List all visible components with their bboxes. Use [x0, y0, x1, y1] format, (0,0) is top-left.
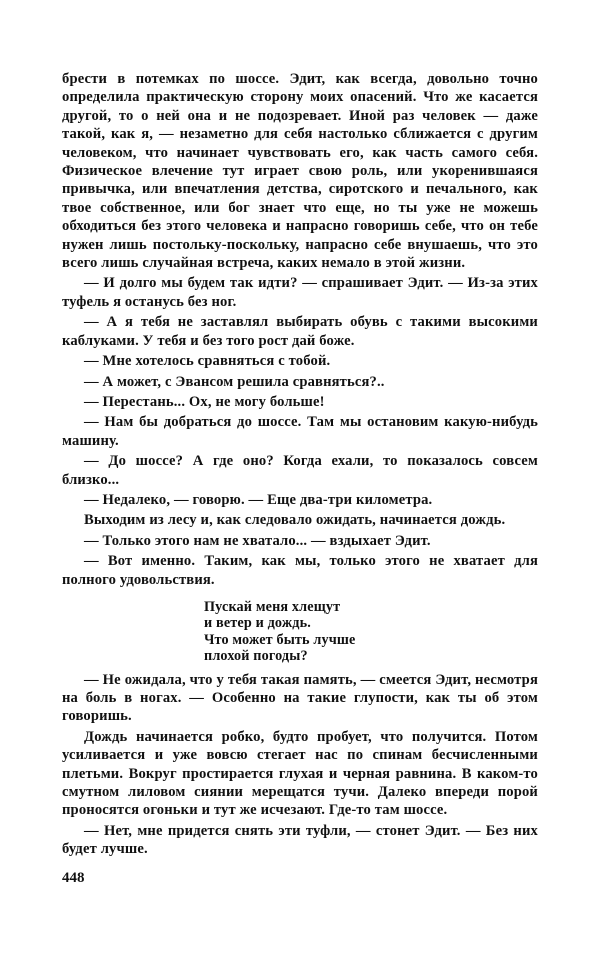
paragraph: — Только этого нам не хватало... — вздыхает Эдит.: [84, 532, 431, 549]
paragraph: Выходим из лесу и, как следовало ожидать, начинается дождь.: [84, 512, 506, 529]
paragraph: — Нет, мне придется снять эти туфли, — стонет Эдит. — Без них будет лучше.: [62, 822, 538, 858]
poem-line: плохой погоды?: [204, 648, 308, 665]
paragraph: — Мне хотелось сравняться с тобой.: [84, 353, 331, 370]
paragraph: Дождь начинается робко, будто пробует, что получится. Потом усиливается и уже вовсю стегает нас по спинам бесчисленными плетьми. Вокруг простирается глухая и черная равнина. В каком-то смутном лиловом сиянии мерещатся тучи. Далеко впереди порой проносятся огоньки и тут же исчезают. Где-то там шоссе.: [62, 728, 538, 819]
paragraph: — И долго мы будем так идти? — спрашивает Эдит. — Из-за этих туфель я останусь без ног.: [62, 275, 538, 310]
poem-quote: [204, 599, 538, 665]
paragraph: — Вот именно. Таким, как мы, только этого не хватает для полного удовольствия.: [62, 553, 538, 588]
paragraph: брести в потемках по шоссе. Эдит, как всегда, довольно точно определила практическую сторону моих опасений. Что же касается другой, то о ней она и не подозревает. Иной раз человек — даже такой, как я, — незаметно для себя настолько сближается с другим человеком, что начинает чувствовать его, как часть самого себя. Физическое влечение тут играет свою роль, или укоренившаяся привычка, или впечатления детства, сиротского и печального, как твое собственное, или бог знает что еще, но ты уже не можешь обходиться без этого человека и напрасно говоришь себе, что он тебе нужен лишь постольку-поскольку, напрасно себе внушаешь, что это всего лишь случайная встреча, каких немало в этой жизни.: [62, 71, 538, 272]
paragraph: — До шоссе? А где оно? Когда ехали, то показалось совсем близко...: [62, 453, 538, 488]
poem-line: и ветер и дождь.: [204, 615, 311, 632]
paragraph: — А может, с Эвансом решила сравняться?..: [84, 373, 385, 390]
paragraph: — Нам бы добраться до шоссе. Там мы остановим какую-нибудь машину.: [62, 414, 538, 449]
page-number: 448: [62, 870, 85, 886]
body-text: [62, 70, 538, 861]
poem-line: Пускай меня хлещут: [204, 598, 341, 615]
paragraph: — Не ожидала, что у тебя такая память, — смеется Эдит, несмотря на боль в ногах. — Особенно на такие глупости, как ты об этом говоришь.: [62, 671, 538, 725]
paragraph: — Недалеко, — говорю. — Еще два-три километра.: [84, 491, 433, 508]
paragraph: — А я тебя не заставлял выбирать обувь с такими высокими каблуками. У тебя и без того рост дай боже.: [62, 314, 538, 349]
paragraph: — Перестань... Ох, не могу больше!: [84, 393, 325, 410]
poem-line: Что может быть лучше: [204, 631, 356, 648]
